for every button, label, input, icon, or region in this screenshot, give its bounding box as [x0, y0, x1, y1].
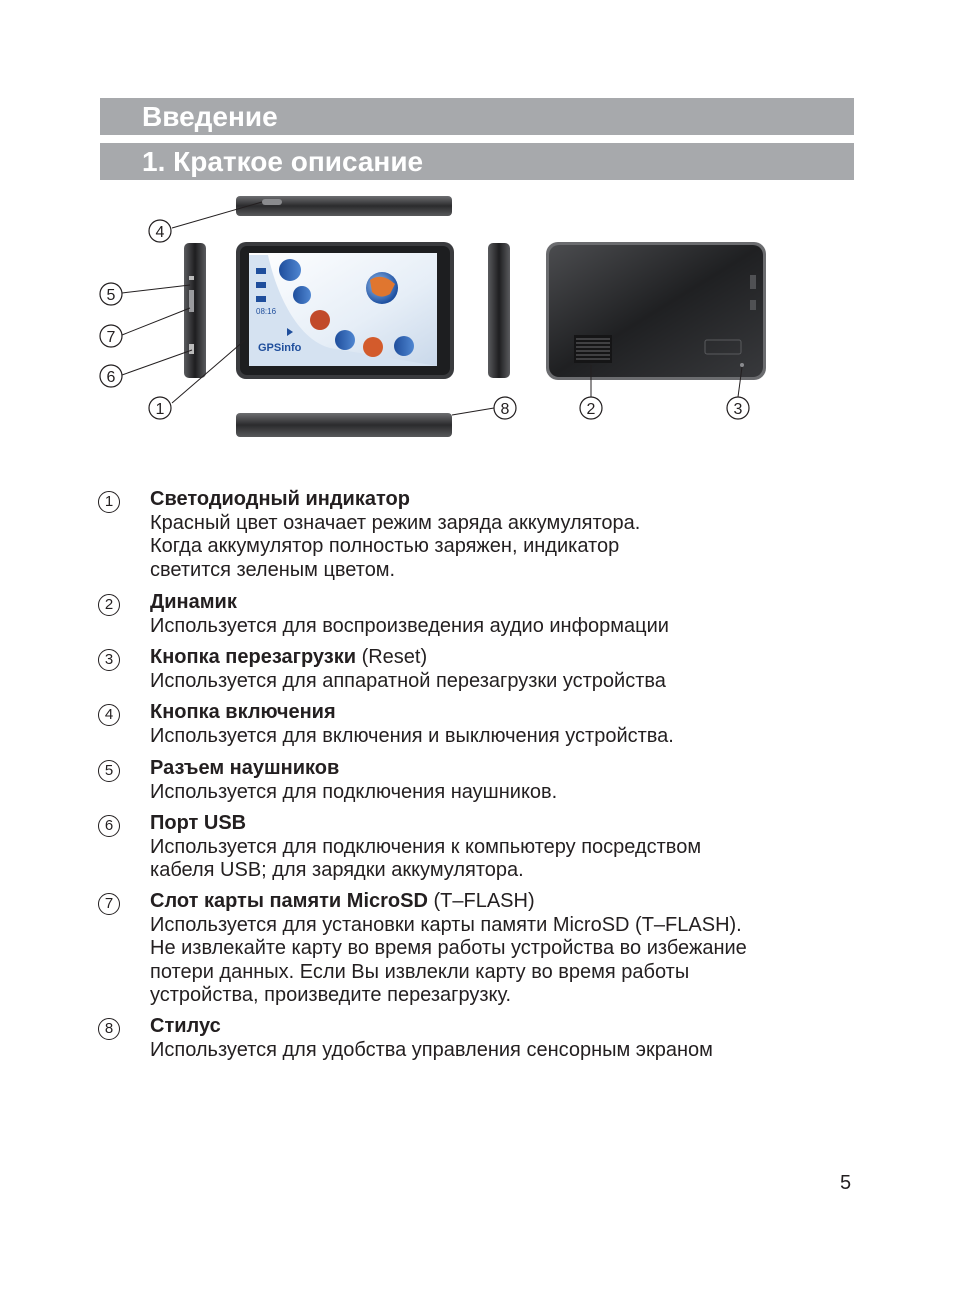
- subsection-title: 1. Краткое описание: [142, 146, 424, 177]
- item-text: Используется для подключения к компьютеру посредством: [150, 835, 702, 858]
- item-text: светится зеленым цветом.: [150, 558, 396, 581]
- device-bottom-view: [236, 413, 452, 437]
- item-text: Используется для установки карты памяти MicroSD (T–FLASH).: [150, 913, 742, 936]
- item-text: Когда аккумулятор полностью заряжен, индикатор: [150, 535, 620, 557]
- item-led-indicator: [98, 488, 818, 582]
- item-text: Используется для включения и выключения устройства.: [150, 724, 674, 747]
- item-number: 8: [98, 1018, 120, 1040]
- svg-text:2: 2: [586, 401, 596, 418]
- item-reset-button: 3 Кнопка перезагрузки (Reset) Используется для аппаратной перезагрузки устройства: [98, 646, 818, 693]
- item-stylus: [98, 1015, 818, 1062]
- item-headphone-jack: [98, 757, 818, 804]
- callout-7: [100, 325, 122, 347]
- screen-label: GPSinfo: [258, 342, 302, 354]
- item-speaker: [98, 591, 818, 638]
- item-number: 3: [98, 649, 120, 671]
- svg-text:6: 6: [106, 369, 116, 386]
- item-text: Красный цвет означает режим заряда аккумулятора.: [150, 511, 641, 534]
- item-title: Стилус: [150, 1015, 221, 1037]
- item-usb-port: [98, 812, 818, 883]
- section-title: Введение: [142, 101, 278, 132]
- item-title: Кнопка перезагрузки: [150, 646, 357, 668]
- svg-text:5: 5: [106, 287, 116, 304]
- item-text: устройства, произведите перезагрузку.: [150, 984, 512, 1006]
- section-title-band: [100, 98, 854, 135]
- item-title: Кнопка включения: [150, 701, 336, 723]
- device-diagram: [0, 180, 954, 460]
- item-text: Используется для воспроизведения аудио информации: [150, 614, 669, 637]
- item-number: 4: [98, 704, 120, 726]
- item-number: 7: [98, 893, 120, 915]
- item-text: кабеля USB; для зарядки аккумулятора.: [150, 859, 524, 881]
- item-title: Порт USB: [150, 812, 247, 834]
- item-text: Используется для подключения наушников.: [150, 780, 558, 803]
- item-number: 1: [98, 491, 120, 513]
- item-text: Используется для удобства управления сенсорным экраном: [150, 1038, 713, 1061]
- device-right-side-view: [488, 243, 510, 378]
- speaker-grille-icon: [574, 335, 612, 363]
- svg-text:1: 1: [155, 401, 165, 418]
- item-text: потери данных. Если Вы извлекли карту во время работы: [150, 960, 690, 983]
- svg-text:4: 4: [155, 224, 165, 241]
- page-number: 5: [840, 1172, 852, 1194]
- svg-text:8: 8: [500, 401, 510, 418]
- callout-3: [727, 397, 749, 419]
- device-top-view: [236, 196, 452, 216]
- callout-5: [100, 283, 122, 305]
- item-title: Разъем наушников: [150, 757, 340, 779]
- svg-text:3: 3: [733, 401, 743, 418]
- item-text: Не извлекайте карту во время работы устройства во избежание: [150, 937, 747, 959]
- svg-text:7: 7: [106, 329, 116, 346]
- item-title: Светодиодный индикатор: [150, 488, 410, 510]
- device-front-view: [236, 242, 454, 379]
- item-microsd-slot: 7 Слот карты памяти MicroSD (T–FLASH) Используется для установки карты памяти MicroSD (T–FLASH). Не извлекайте карту во время работы устройства во избежание потери данных. Если Вы извлекли карту во время работы устройства, произведите перезагрузку.: [98, 890, 818, 1008]
- device-back-view: [546, 242, 766, 380]
- item-power-button: [98, 701, 818, 748]
- callout-6: [100, 365, 122, 387]
- item-number: 5: [98, 760, 120, 782]
- item-title: Динамик: [150, 591, 237, 613]
- item-number: 6: [98, 815, 120, 837]
- item-number: 2: [98, 594, 120, 616]
- status-time: 08:16: [256, 307, 277, 316]
- item-title: Слот карты памяти MicroSD: [150, 890, 428, 912]
- callout-2: [580, 397, 602, 419]
- callout-4: [149, 220, 171, 242]
- callout-1: [149, 397, 171, 419]
- subsection-title-band: [100, 143, 854, 180]
- item-text: Используется для аппаратной перезагрузки устройства: [150, 669, 666, 692]
- device-left-side-view: [184, 243, 206, 378]
- callout-8: [494, 397, 516, 419]
